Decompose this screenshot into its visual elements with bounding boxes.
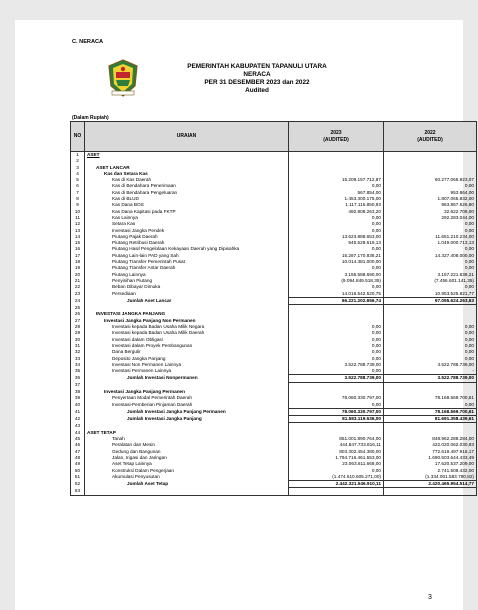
row-number: 20 [71, 272, 85, 278]
row-label: Piutang Transfer Pemerintah Pusat [85, 259, 289, 265]
row-number: 23 [71, 291, 85, 298]
value-2023: 3.522.788.739,00 [289, 362, 384, 368]
value-2023: 3.155.588.690,00 [289, 272, 384, 278]
row-number: 31 [71, 343, 85, 349]
value-2023: 492.808.263,20 [289, 209, 384, 215]
value-2023 [289, 488, 384, 495]
row-number: 26 [71, 311, 85, 317]
value-2022: 422.020.062.030,93 [384, 442, 477, 448]
row-label: Kas di Bendahara Penerimaan [85, 183, 289, 189]
value-2022 [384, 488, 477, 495]
row-label: Piutang Retribusi Daerah [85, 240, 289, 246]
row-number: 16 [71, 246, 85, 252]
row-number: 52 [71, 481, 85, 488]
value-2022: 0,00 [384, 259, 477, 265]
value-2022: 3.522.788.739,00 [384, 362, 477, 368]
table-row [71, 291, 477, 298]
row-number: 13 [71, 228, 85, 234]
value-2023: 1.117.116.850,93 [289, 202, 384, 208]
report-name: NERACA [243, 71, 271, 78]
value-2022: 0,00 [384, 402, 477, 409]
row-label: Penyertaan Modal Pemerintah Daerah [85, 395, 289, 401]
row-number: 35 [71, 368, 85, 375]
value-2023 [289, 423, 384, 430]
row-label: Kas Lainnya [85, 215, 289, 221]
value-2023: 23.063.611.668,00 [289, 461, 384, 467]
value-2023: 10.014.381.000,00 [289, 259, 384, 265]
row-label: Aset Tetap Lainnya [85, 461, 289, 467]
value-2022: 2.741.508.432,00 [384, 468, 477, 474]
table-row [71, 152, 477, 159]
value-2022: 60.277.065.923,07 [384, 177, 477, 183]
value-2023: 851.001.890.764,00 [289, 436, 384, 442]
row-label [85, 488, 289, 495]
value-2022: 0,00 [384, 330, 477, 336]
value-2022: 1.049.000.713,13 [384, 240, 477, 246]
row-label: Investasi dalam Proyek Pembangunan [85, 343, 289, 349]
row-number: 14 [71, 234, 85, 240]
row-label: Persediaan [85, 291, 289, 298]
row-label: Kas di Bendahara Pengeluaran [85, 190, 289, 196]
table-row [71, 488, 477, 495]
value-2022: 1.807.065.832,00 [384, 196, 477, 202]
value-2022: 3.157.221.638,21 [384, 272, 477, 278]
value-2023: 3.522.788.739,00 [289, 375, 384, 382]
row-number: 44 [71, 430, 85, 436]
value-2023: 567.854,00 [289, 190, 384, 196]
value-2022: 0,00 [384, 343, 477, 349]
value-2023: 1.794.716.461.553,00 [289, 455, 384, 461]
value-2022: 292.283.044,00 [384, 215, 477, 221]
value-2022: - [384, 368, 477, 375]
value-2022: 0,00 [384, 246, 477, 252]
value-2022: 0,00 [384, 265, 477, 271]
row-label: Konstruksi Dalam Pengerjaan [85, 468, 289, 474]
row-label: Piutang Transfer Antar Daerah [85, 265, 289, 271]
row-label: Investasi Jangka Pendek [85, 228, 289, 234]
value-2022 [384, 152, 477, 159]
report-period: PER 31 DESEMBER 2023 dan 2022 [204, 79, 310, 86]
table-row [71, 402, 477, 409]
table-row [71, 474, 477, 481]
row-label: Jalan, Irigasi dan Jaringan [85, 455, 289, 461]
value-2023: 0,00 [289, 368, 384, 375]
table-row [71, 305, 477, 312]
value-2023: 0,00 [289, 356, 384, 362]
value-2022: 81.691.358.439,61 [384, 416, 477, 423]
row-label: Investasi Non Permanen Lainnya [85, 362, 289, 368]
total-row [71, 481, 477, 488]
row-number: 18 [71, 259, 85, 265]
row-label: Penyisihan Piutang [85, 278, 289, 284]
value-2023: 0,00 [289, 343, 384, 349]
value-2023: 15.209.157.712,87 [289, 177, 384, 183]
row-label: Jumlah Investasi Jangka Panjang Permanen [85, 408, 289, 415]
row-number: 34 [71, 362, 85, 368]
row-label: Tanah [85, 436, 289, 442]
value-2023: 13.623.888.653,00 [289, 234, 384, 240]
value-2022: 32.622.708,00 [384, 209, 477, 215]
table-row [71, 423, 477, 430]
value-2023: 78.060.330.797,00 [289, 408, 384, 415]
value-2022: 11.651.210.234,00 [384, 234, 477, 240]
row-label: Jumlah Investasi Nonpermanen [85, 375, 289, 382]
value-2023 [289, 305, 384, 312]
value-2023: 14.016.542.520,75 [289, 291, 384, 298]
row-label: Kas Dana Kapitasi pada FKTP [85, 209, 289, 215]
value-2022: 772.619.497.916,17 [384, 449, 477, 455]
row-number: 22 [71, 284, 85, 290]
row-label: Kas dan Setara Kas [85, 171, 289, 177]
column-header-2023: 2023 (AUDITED) [289, 122, 384, 152]
row-number: 33 [71, 356, 85, 362]
row-label: Investasi dalam Obligasi [85, 337, 289, 343]
row-number: 24 [71, 297, 85, 304]
value-2023: 945.529.619,13 [289, 240, 384, 246]
row-number: 7 [71, 190, 85, 196]
value-2023: 0,00 [289, 402, 384, 409]
row-number: 48 [71, 455, 85, 461]
row-number: 3 [71, 165, 85, 171]
row-label: Investasi-Pemberian Pinjaman Daerah [85, 402, 289, 409]
value-2022: 0,00 [384, 349, 477, 355]
total-row [71, 297, 477, 304]
government-name: PEMERINTAH KABUPATEN TAPANULI UTARA [187, 63, 327, 70]
row-label: Kas di BLUD [85, 196, 289, 202]
balance-sheet-table [70, 121, 477, 496]
table-row [71, 382, 477, 389]
value-2022: 14.327.408.000,00 [384, 253, 477, 259]
row-number: 37 [71, 382, 85, 389]
value-2022: 0,00 [384, 324, 477, 330]
section-title: C. NERACA [72, 39, 104, 45]
value-2023 [289, 152, 384, 159]
table-header-row [71, 122, 477, 152]
row-number: 21 [71, 278, 85, 284]
value-2022: 0,00 [384, 356, 477, 362]
row-number: 39 [71, 395, 85, 401]
value-2022: 0,00 [384, 221, 477, 227]
row-number: 38 [71, 389, 85, 395]
value-2023: 0,00 [289, 349, 384, 355]
column-header-no: NO [71, 122, 85, 152]
value-2022: 3.522.788.739,00 [384, 375, 477, 382]
value-2023 [289, 382, 384, 389]
row-label: Piutang Hasil Pengelolaan Kekayaan Daerah yang Dipisahka [85, 246, 289, 252]
value-2022: 17.620.537.209,00 [384, 461, 477, 467]
value-2023: 66.221.202.656,74 [289, 297, 384, 304]
row-number: 27 [71, 318, 85, 324]
value-2022 [384, 382, 477, 389]
row-label: Kas di Kas Daerah [85, 177, 289, 183]
row-number: 29 [71, 330, 85, 336]
value-2023: 15.287.170.836,21 [289, 253, 384, 259]
total-row [71, 375, 477, 382]
row-number: 2 [71, 158, 85, 164]
row-label: ASET TETAP [85, 430, 289, 436]
value-2022: 78.168.569.700,61 [384, 395, 477, 401]
row-label: Akumulasi Penyusutan [85, 474, 289, 481]
row-number: 50 [71, 468, 85, 474]
row-number: 46 [71, 442, 85, 448]
value-2023: 0,00 [289, 221, 384, 227]
total-row [71, 416, 477, 423]
row-number: 12 [71, 221, 85, 227]
report-header [150, 63, 364, 95]
row-label: Setara Kas [85, 221, 289, 227]
row-number: 5 [71, 177, 85, 183]
column-header-2022: 2022 (AUDITED) [384, 122, 477, 152]
row-number: 9 [71, 202, 85, 208]
row-number: 6 [71, 183, 85, 189]
row-label: ASET [85, 152, 289, 159]
value-2023: 0,00 [289, 215, 384, 221]
row-number: 51 [71, 474, 85, 481]
value-2023: 0,00 [289, 183, 384, 189]
row-number: 15 [71, 240, 85, 246]
page-number: 3 [428, 594, 432, 601]
row-number: 42 [71, 416, 85, 423]
audit-status: Audited [245, 87, 269, 94]
row-label: INVESTASI JANGKA PANJANG [85, 311, 289, 317]
value-2023: 0,00 [289, 468, 384, 474]
column-header-uraian: URAIAN [85, 122, 289, 152]
row-label: Gedung dan Bangunan [85, 449, 289, 455]
value-2022: (1.334.001.583.790,82) [384, 474, 477, 481]
row-number: 1 [71, 152, 85, 159]
row-label: Investasi kepada Badan Usaha Milik Daerah [85, 330, 289, 336]
value-2022: 0,00 [384, 183, 477, 189]
row-number: 53 [71, 488, 85, 495]
row-label: Kas Dana BOS [85, 202, 289, 208]
row-label [85, 305, 289, 312]
row-number: 47 [71, 449, 85, 455]
row-number: 4 [71, 171, 85, 177]
row-label: Peralatan dan Mesin [85, 442, 289, 448]
value-2023: 0,00 [289, 228, 384, 234]
value-2022: 78.168.569.700,61 [384, 408, 477, 415]
row-label: Dana Bergulir [85, 349, 289, 355]
row-label: Piutang Lain-lain PAD yang Sah [85, 253, 289, 259]
value-2022: 0,00 [384, 228, 477, 234]
row-label: Investasi kepada Badan Usaha Milik Negara [85, 324, 289, 330]
row-label: Jumlah Investasi Jangka Panjang [85, 416, 289, 423]
row-label: Piutang Pajak Daerah [85, 234, 289, 240]
value-2023: 444.847.733.816,11 [289, 442, 384, 448]
value-2023: 0,00 [289, 265, 384, 271]
value-2022 [384, 305, 477, 312]
value-2022: 10.953.525.821,77 [384, 291, 477, 298]
value-2023: (1.474.610.605.271,00) [289, 474, 384, 481]
value-2023: 0,00 [289, 324, 384, 330]
table-row [71, 368, 477, 375]
total-row [71, 408, 477, 415]
value-2022: 2.420.465.954.514,77 [384, 481, 477, 488]
value-2022 [384, 423, 477, 430]
row-number: 41 [71, 408, 85, 415]
row-number: 25 [71, 305, 85, 312]
row-label: Investasi Jangka Panjang Permanen [85, 389, 289, 395]
row-label: Beban Dibayar Dimuka [85, 284, 289, 290]
value-2022: 97.055.624.263,63 [384, 297, 477, 304]
row-number: 11 [71, 215, 85, 221]
row-label [85, 382, 289, 389]
row-number: 10 [71, 209, 85, 215]
row-number: 49 [71, 461, 85, 467]
row-number: 8 [71, 196, 85, 202]
value-2023: 0,00 [289, 284, 384, 290]
row-number: 40 [71, 402, 85, 409]
row-label: Investasi Jangka Panjang Non Permanen [85, 318, 289, 324]
value-2023: 81.583.119.536,00 [289, 416, 384, 423]
row-number: 36 [71, 375, 85, 382]
regency-emblem-logo [106, 58, 140, 98]
value-2022: (7.456.601.141,35) [384, 278, 477, 284]
row-label: Jumlah Aset Lancar [85, 297, 289, 304]
row-number: 32 [71, 349, 85, 355]
value-2022: 0,00 [384, 284, 477, 290]
row-number: 17 [71, 253, 85, 259]
currency-unit-note: (Dalam Rupiah) [72, 115, 109, 121]
value-2023: 78.060.330.797,00 [289, 395, 384, 401]
row-label [85, 423, 289, 430]
row-label: Jumlah Aset Tetap [85, 481, 289, 488]
value-2023: 0,00 [289, 337, 384, 343]
row-number: 28 [71, 324, 85, 330]
value-2023: (9.094.849.518,35) [289, 278, 384, 284]
value-2023: 2.442.321.546.910,11 [289, 481, 384, 488]
row-label: Deposito Jangka Panjang [85, 356, 289, 362]
value-2023: 1.453.300.175,00 [289, 196, 384, 202]
value-2022: 953.864,00 [384, 190, 477, 196]
row-label: Investasi Permanen Lainnya [85, 368, 289, 375]
row-number: 19 [71, 265, 85, 271]
value-2023: 0,00 [289, 330, 384, 336]
row-number: 43 [71, 423, 85, 430]
value-2022: 0,00 [384, 337, 477, 343]
row-label: ASET LANCAR [85, 165, 289, 171]
value-2022: 848.962.288.284,00 [384, 436, 477, 442]
value-2023: 0,00 [289, 246, 384, 252]
row-number: 45 [71, 436, 85, 442]
row-label: Piutang Lainnya [85, 272, 289, 278]
value-2022: 1.690.503.644.433,49 [384, 455, 477, 461]
row-number: 30 [71, 337, 85, 343]
value-2022: 963.867.626,80 [384, 202, 477, 208]
value-2023: 803.302.454.380,00 [289, 449, 384, 455]
